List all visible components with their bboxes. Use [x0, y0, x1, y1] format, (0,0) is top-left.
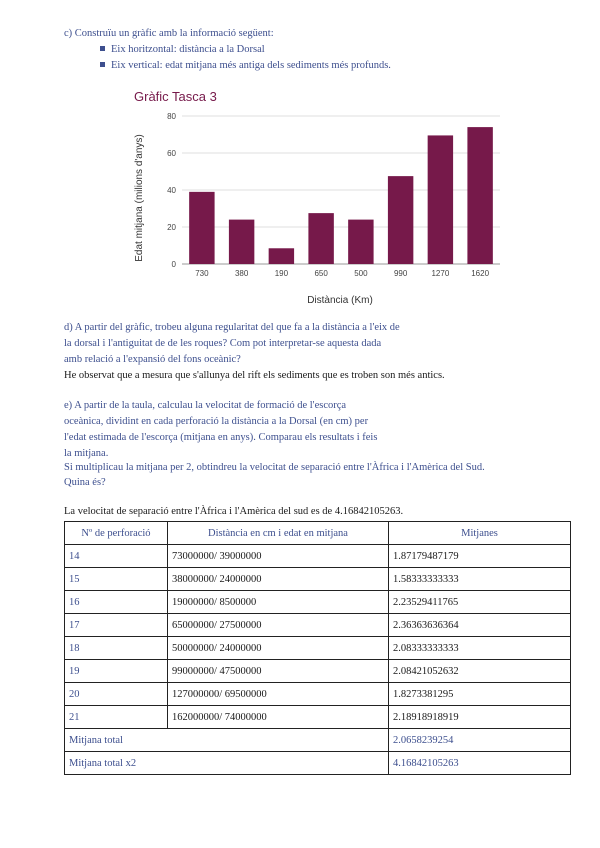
section-d-line-2: la dorsal i l'antiguitat de de les roques? Com pot interpretar-se aquesta dada [64, 338, 382, 349]
x-tick-label: 1620 [471, 269, 490, 278]
cell-perforacio: 14 [65, 545, 168, 568]
cell-distancia: 99000000/ 47500000 [168, 660, 389, 683]
header-perforacio: Nº de perforació [65, 522, 168, 545]
bar-1620 [467, 127, 492, 264]
bar-1270 [428, 135, 453, 264]
table-row [65, 637, 571, 660]
x-tick-label: 190 [274, 269, 289, 278]
x-tick-labels [195, 269, 489, 278]
table-row [65, 706, 571, 729]
cell-perforacio: 18 [65, 637, 168, 660]
table-header-row [65, 522, 571, 545]
cell-mitjana: 2.18918918919 [389, 706, 571, 729]
bar-730 [189, 192, 214, 264]
results-table [64, 521, 571, 775]
cell-mitjana: 1.8273381295 [389, 683, 571, 706]
x-tick-label: 650 [314, 269, 328, 278]
y-tick-label: 40 [167, 186, 176, 195]
cell-perforacio: 20 [65, 683, 168, 706]
cell-mitjana: 1.58333333333 [389, 568, 571, 591]
x-tick-label: 1270 [431, 269, 450, 278]
section-e-line-2: oceànica, dividint en cada perforació la distància a la Dorsal (en cm) per [64, 416, 369, 427]
header-distancia: Distància en cm i edat en mitjana [168, 522, 389, 545]
table-row [65, 660, 571, 683]
section-e-line-1: e) A partir de la taula, calculau la velocitat de formació de l'escorça [64, 400, 347, 411]
x-tick-label: 730 [195, 269, 209, 278]
bar-650 [308, 213, 333, 264]
cell-distancia: 19000000/ 8500000 [168, 591, 389, 614]
section-d-answer: He observat que a mesura que s'allunya del rift els sediments que es troben son més antics. [64, 370, 445, 381]
section-d-line-1: d) A partir del gràfic, trobeu alguna regularitat del que fa a la distància a l'eix de [64, 322, 400, 333]
section-e-line-3: l'edat estimada de l'escorça (mitjana en anys). Comparau els resultats i feis [64, 432, 378, 443]
cell-mitjana: 2.08333333333 [389, 637, 571, 660]
cell-mitjana: 2.23529411765 [389, 591, 571, 614]
cell-perforacio: 19 [65, 660, 168, 683]
bullet-text: Eix horitzontal: distància a la Dorsal [111, 44, 265, 55]
bar-chart [128, 86, 508, 311]
bar-380 [229, 220, 254, 264]
cell-total-x2-value: 4.16842105263 [389, 752, 571, 775]
cell-mitjana: 2.36363636364 [389, 614, 571, 637]
y-tick-label: 80 [167, 112, 176, 121]
bar-990 [388, 176, 413, 264]
table-row [65, 683, 571, 706]
y-axis-label: Edat mitjana (milions d'anys) [134, 134, 145, 262]
table-row [65, 591, 571, 614]
table-row [65, 614, 571, 637]
section-e-answer: La velocitat de separació entre l'Àfrica i l'Amèrica del sud es de 4.16842105263. [64, 506, 404, 517]
bar-500 [348, 220, 373, 264]
bullet-horizontal-axis [100, 43, 265, 57]
x-axis-label: Distància (Km) [307, 295, 373, 306]
cell-perforacio: 21 [65, 706, 168, 729]
y-tick-labels [167, 112, 176, 269]
section-e-line-5: Si multiplicau la mitjana per 2, obtindreu la velocitat de separació entre l'Àfrica i l'Amèrica del Sud. [64, 462, 485, 473]
section-d-line-3: amb relació a l'expansió del fons oceànic? [64, 354, 241, 365]
chart-title: Gràfic Tasca 3 [134, 89, 217, 104]
bar-190 [269, 248, 294, 264]
table-row [65, 545, 571, 568]
x-tick-label: 380 [234, 269, 249, 278]
y-tick-label: 60 [167, 149, 176, 158]
cell-distancia: 73000000/ 39000000 [168, 545, 389, 568]
section-e-line-6: Quina és? [64, 477, 106, 488]
table-row [65, 568, 571, 591]
x-tick-label: 500 [354, 269, 368, 278]
cell-mitjana: 1.87179487179 [389, 545, 571, 568]
header-mitjanes: Mitjanes [389, 522, 571, 545]
cell-perforacio: 15 [65, 568, 168, 591]
cell-mitjana: 2.08421052632 [389, 660, 571, 683]
bullet-text: Eix vertical: edat mitjana més antiga dels sediments més profunds. [111, 60, 391, 71]
cell-total-x2-label: Mitjana total x2 [65, 752, 389, 775]
x-tick-label: 990 [393, 269, 408, 278]
cell-distancia: 162000000/ 74000000 [168, 706, 389, 729]
bullet-vertical-axis [100, 59, 391, 73]
cell-total-value: 2.0658239254 [389, 729, 571, 752]
cell-total-label: Mitjana total [65, 729, 389, 752]
y-tick-label: 0 [171, 260, 176, 269]
cell-distancia: 127000000/ 69500000 [168, 683, 389, 706]
bullet-square-icon [100, 62, 105, 67]
cell-perforacio: 17 [65, 614, 168, 637]
bars [189, 127, 493, 264]
table-total-row [65, 729, 571, 752]
cell-perforacio: 16 [65, 591, 168, 614]
y-tick-label: 20 [167, 223, 176, 232]
bullet-square-icon [100, 46, 105, 51]
cell-distancia: 65000000/ 27500000 [168, 614, 389, 637]
cell-distancia: 50000000/ 24000000 [168, 637, 389, 660]
section-c-heading: c) Construïu un gràfic amb la informació següent: [64, 28, 274, 39]
table-total-x2-row [65, 752, 571, 775]
section-e-line-4: la mitjana. [64, 448, 109, 459]
cell-distancia: 38000000/ 24000000 [168, 568, 389, 591]
